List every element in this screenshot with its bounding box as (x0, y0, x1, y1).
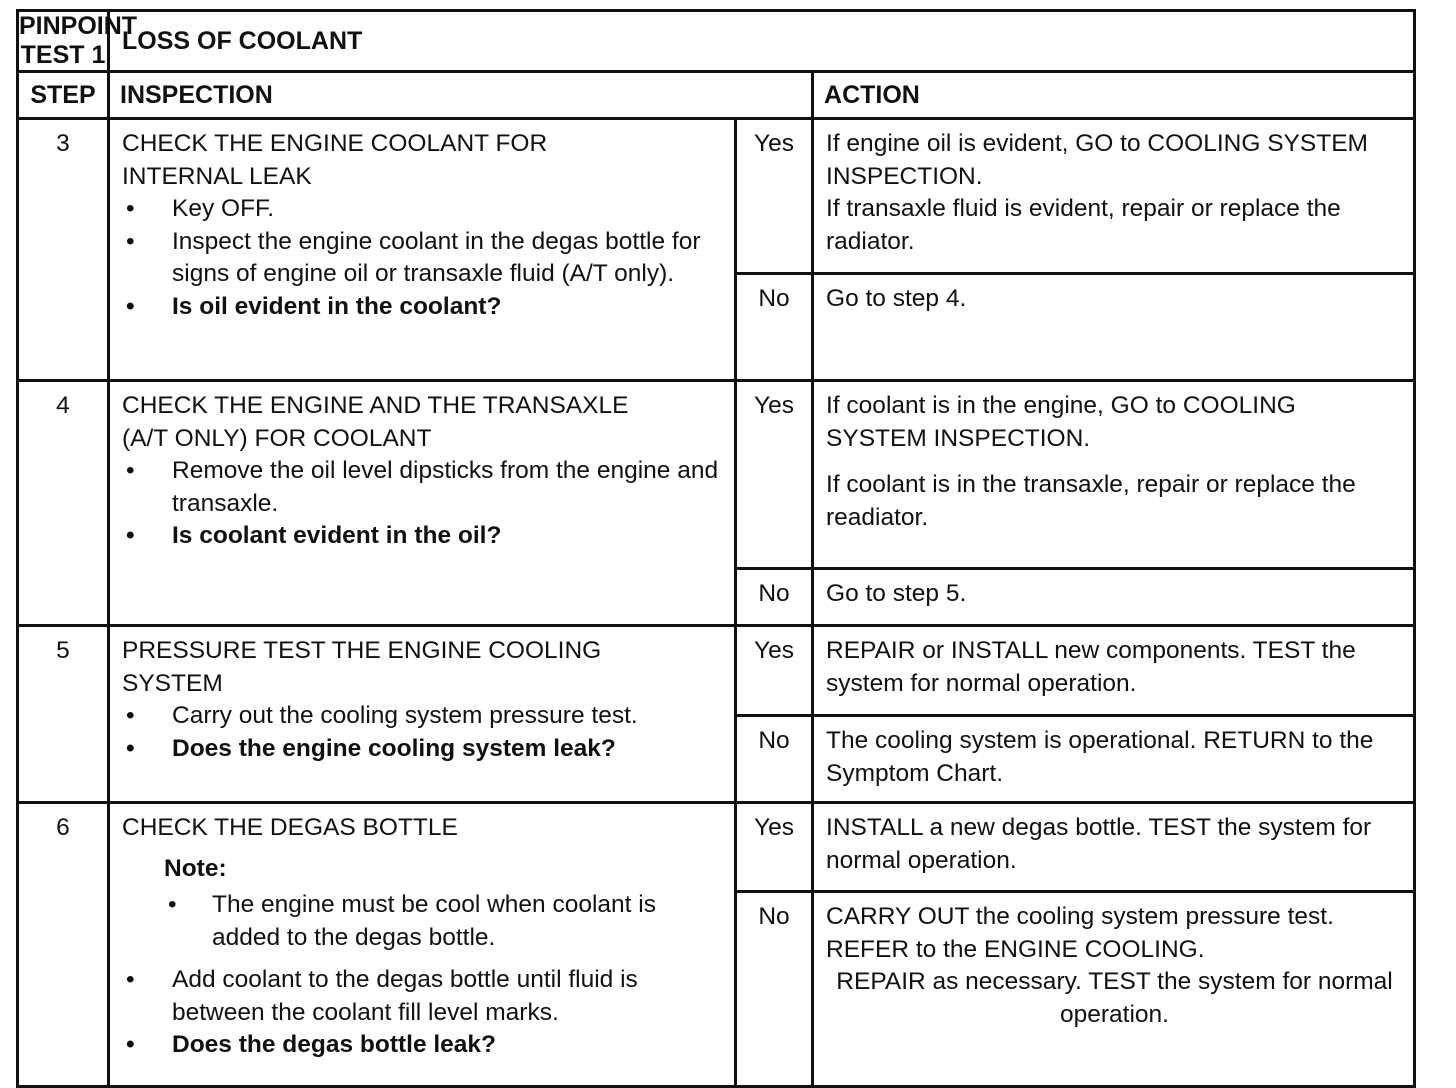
yes-label: Yes (736, 381, 813, 569)
inspection-question: • Is coolant evident in the oil? (122, 520, 724, 553)
action-text: If coolant is in the engine, GO to COOLING SYSTEM INSPECTION. (826, 392, 1296, 452)
action-text: If transaxle fluid is evident, repair or replace the radiator. (826, 195, 1341, 255)
test-name: LOSS OF COOLANT (109, 11, 1415, 72)
inspection-question: • Does the degas bottle leak? (122, 1029, 724, 1062)
step-number: 5 (18, 626, 109, 803)
pinpoint-test-table (16, 9, 1413, 1088)
inspection-bullet: • Key OFF. (122, 193, 724, 226)
step-title: PRESSURE TEST THE ENGINE COOLING (122, 637, 602, 664)
no-action: The cooling system is operational. RETURN to the Symptom Chart. (813, 716, 1415, 803)
test-label: PINPOINT TEST 1 (18, 11, 109, 72)
inspection-question: • Is oil evident in the coolant? (122, 291, 724, 324)
step-inspection (109, 119, 736, 381)
step-inspection (109, 803, 736, 1087)
step-title: (A/T ONLY) FOR COOLANT (122, 424, 432, 452)
yes-action: REPAIR or INSTALL new components. TEST the system for normal operation. (813, 626, 1415, 716)
inspection-bullet: • Add coolant to the degas bottle until fluid is between the coolant fill level marks. (122, 964, 724, 1029)
no-action: Go to step 4. (813, 274, 1415, 381)
action-text: If coolant is in the transaxle, repair or replace the readiator. (826, 471, 1356, 531)
inspection-bullet: • Carry out the cooling system pressure test. (122, 700, 724, 733)
action-text: REFER to the ENGINE COOLING. (826, 935, 1205, 963)
step-inspection (109, 626, 736, 803)
no-label: No (736, 716, 813, 803)
test-header-row (18, 11, 1415, 72)
yes-action: INSTALL a new degas bottle. TEST the system for normal operation. (813, 803, 1415, 892)
step-title: SYSTEM (122, 669, 223, 697)
column-action: ACTION (813, 72, 1415, 119)
yes-label: Yes (736, 119, 813, 274)
inspection-bullet: • Inspect the engine coolant in the degas bottle for signs of engine oil or transaxle fluid (A/T only). (122, 226, 724, 291)
step-number: 3 (18, 119, 109, 381)
inspection-bullet: • Remove the oil level dipsticks from the engine and transaxle. (122, 455, 724, 520)
step-number: 4 (18, 381, 109, 626)
step-title: CHECK THE DEGAS BOTTLE (122, 814, 458, 841)
step-3-row (18, 119, 1415, 274)
step-title: CHECK THE ENGINE AND THE TRANSAXLE (122, 392, 629, 419)
yes-label: Yes (736, 626, 813, 716)
yes-action (813, 119, 1415, 274)
step-6-row (18, 803, 1415, 892)
inspection-question: • Does the engine cooling system leak? (122, 733, 724, 766)
no-label: No (736, 892, 813, 1087)
step-inspection (109, 381, 736, 626)
column-inspection: INSPECTION (109, 72, 813, 119)
column-step: STEP (18, 72, 109, 119)
step-5-row (18, 626, 1415, 716)
action-text: CARRY OUT the cooling system pressure test. (826, 903, 1334, 930)
no-label: No (736, 569, 813, 626)
note-heading: Note: (164, 854, 227, 882)
no-action (813, 892, 1415, 1087)
yes-action (813, 381, 1415, 569)
action-text: If engine oil is evident, GO to COOLING SYSTEM INSPECTION. (826, 130, 1368, 190)
column-header-row (18, 72, 1415, 119)
note-bullet: • The engine must be cool when coolant is added to the degas bottle. (164, 889, 724, 954)
step-number: 6 (18, 803, 109, 1087)
no-label: No (736, 274, 813, 381)
step-title: INTERNAL LEAK (122, 162, 312, 190)
step-4-row (18, 381, 1415, 569)
step-title: CHECK THE ENGINE COOLANT FOR (122, 130, 548, 157)
action-text: REPAIR as necessary. TEST the system for normal operation. (836, 968, 1393, 1028)
no-action: Go to step 5. (813, 569, 1415, 626)
yes-label: Yes (736, 803, 813, 892)
